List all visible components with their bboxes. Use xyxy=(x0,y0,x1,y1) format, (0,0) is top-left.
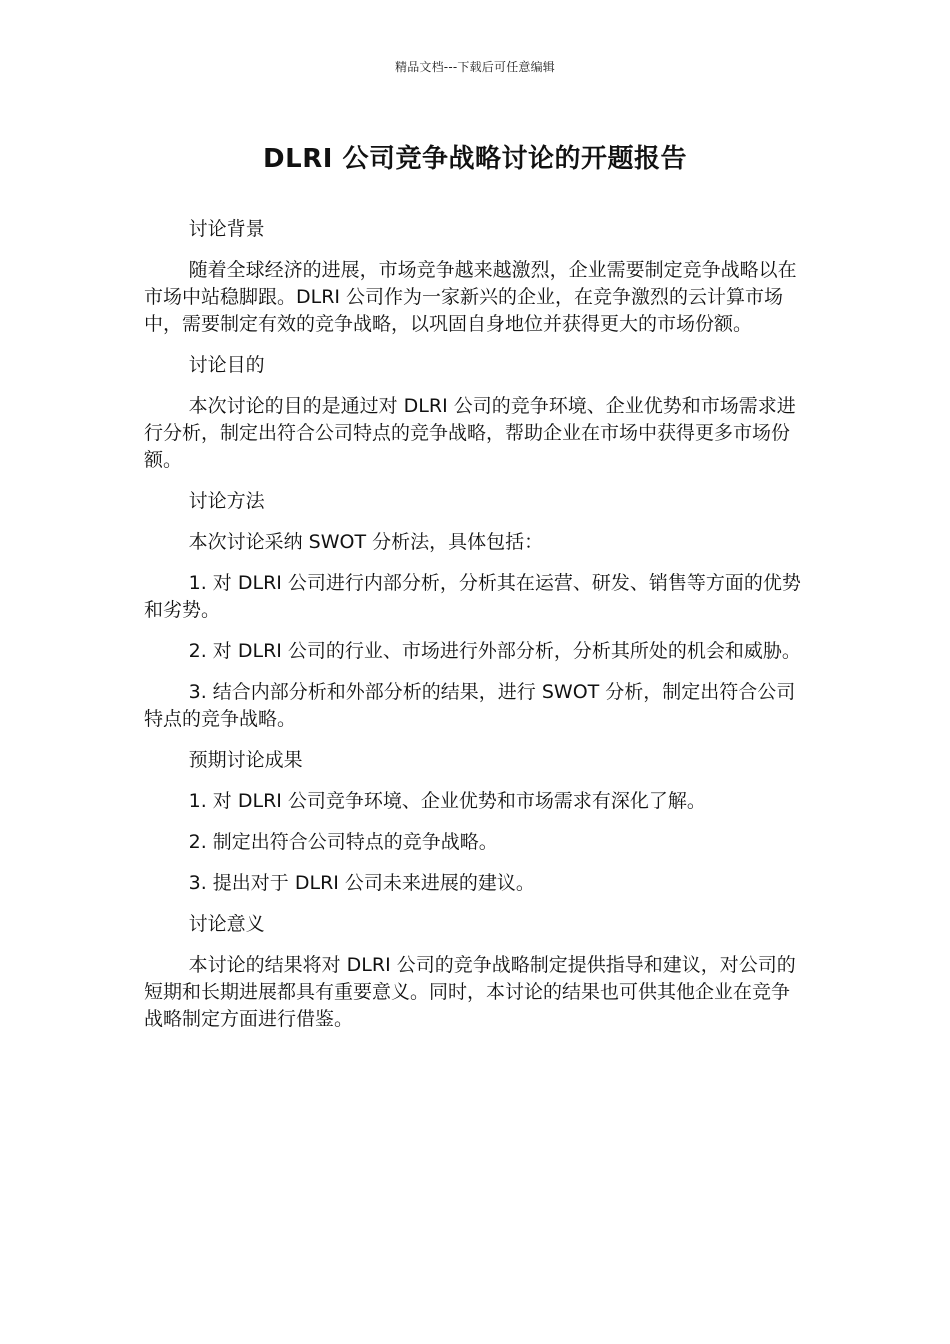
section-heading-significance: 讨论意义 xyxy=(188,913,265,935)
section-heading-purpose: 讨论目的 xyxy=(188,354,265,376)
document-title: DLRI 公司竞争战略讨论的开题报告 xyxy=(263,144,687,174)
method-intro-paragraph: 本次讨论采纳 SWOT 分析法，具体包括： xyxy=(188,531,544,553)
method-item: 1. 对 DLRI 公司进行内部分析，分析其在运营、研发、销售等方面的优势和劣势。 xyxy=(144,572,801,621)
section-heading-background: 讨论背景 xyxy=(188,218,265,240)
method-item: 2. 对 DLRI 公司的行业、市场进行外部分析，分析其所处的机会和威胁。 xyxy=(188,640,801,662)
background-paragraph: 随着全球经济的进展，市场竞争越来越激烈，企业需要制定竞争战略以在市场中站稳脚跟。DLRI 公司作为一家新兴的企业，在竞争激烈的云计算市场中，需要制定有效的竞争战略，以巩固自身地位并获得更大的市场份额。 xyxy=(144,259,797,335)
results-item: 1. 对 DLRI 公司竞争环境、企业优势和市场需求有深化了解。 xyxy=(188,790,706,812)
significance-paragraph: 本讨论的结果将对 DLRI 公司的竞争战略制定提供指导和建议，对公司的短期和长期进展都具有重要意义。同时，本讨论的结果也可供其他企业在竞争战略制定方面进行借鉴。 xyxy=(144,954,796,1030)
method-item: 3. 结合内部分析和外部分析的结果，进行 SWOT 分析，制定出符合公司特点的竞争战略。 xyxy=(144,681,796,730)
results-item: 3. 提出对于 DLRI 公司未来进展的建议。 xyxy=(188,872,535,894)
purpose-paragraph: 本次讨论的目的是通过对 DLRI 公司的竞争环境、企业优势和市场需求进行分析，制定出符合公司特点的竞争战略，帮助企业在市场中获得更多市场份额。 xyxy=(144,395,796,471)
section-heading-results: 预期讨论成果 xyxy=(188,749,303,771)
document-body xyxy=(144,216,808,1047)
results-item: 2. 制定出符合公司特点的竞争战略。 xyxy=(188,831,498,853)
section-heading-method: 讨论方法 xyxy=(188,490,265,512)
header-note: 精品文档---下载后可任意编辑 xyxy=(395,60,555,74)
